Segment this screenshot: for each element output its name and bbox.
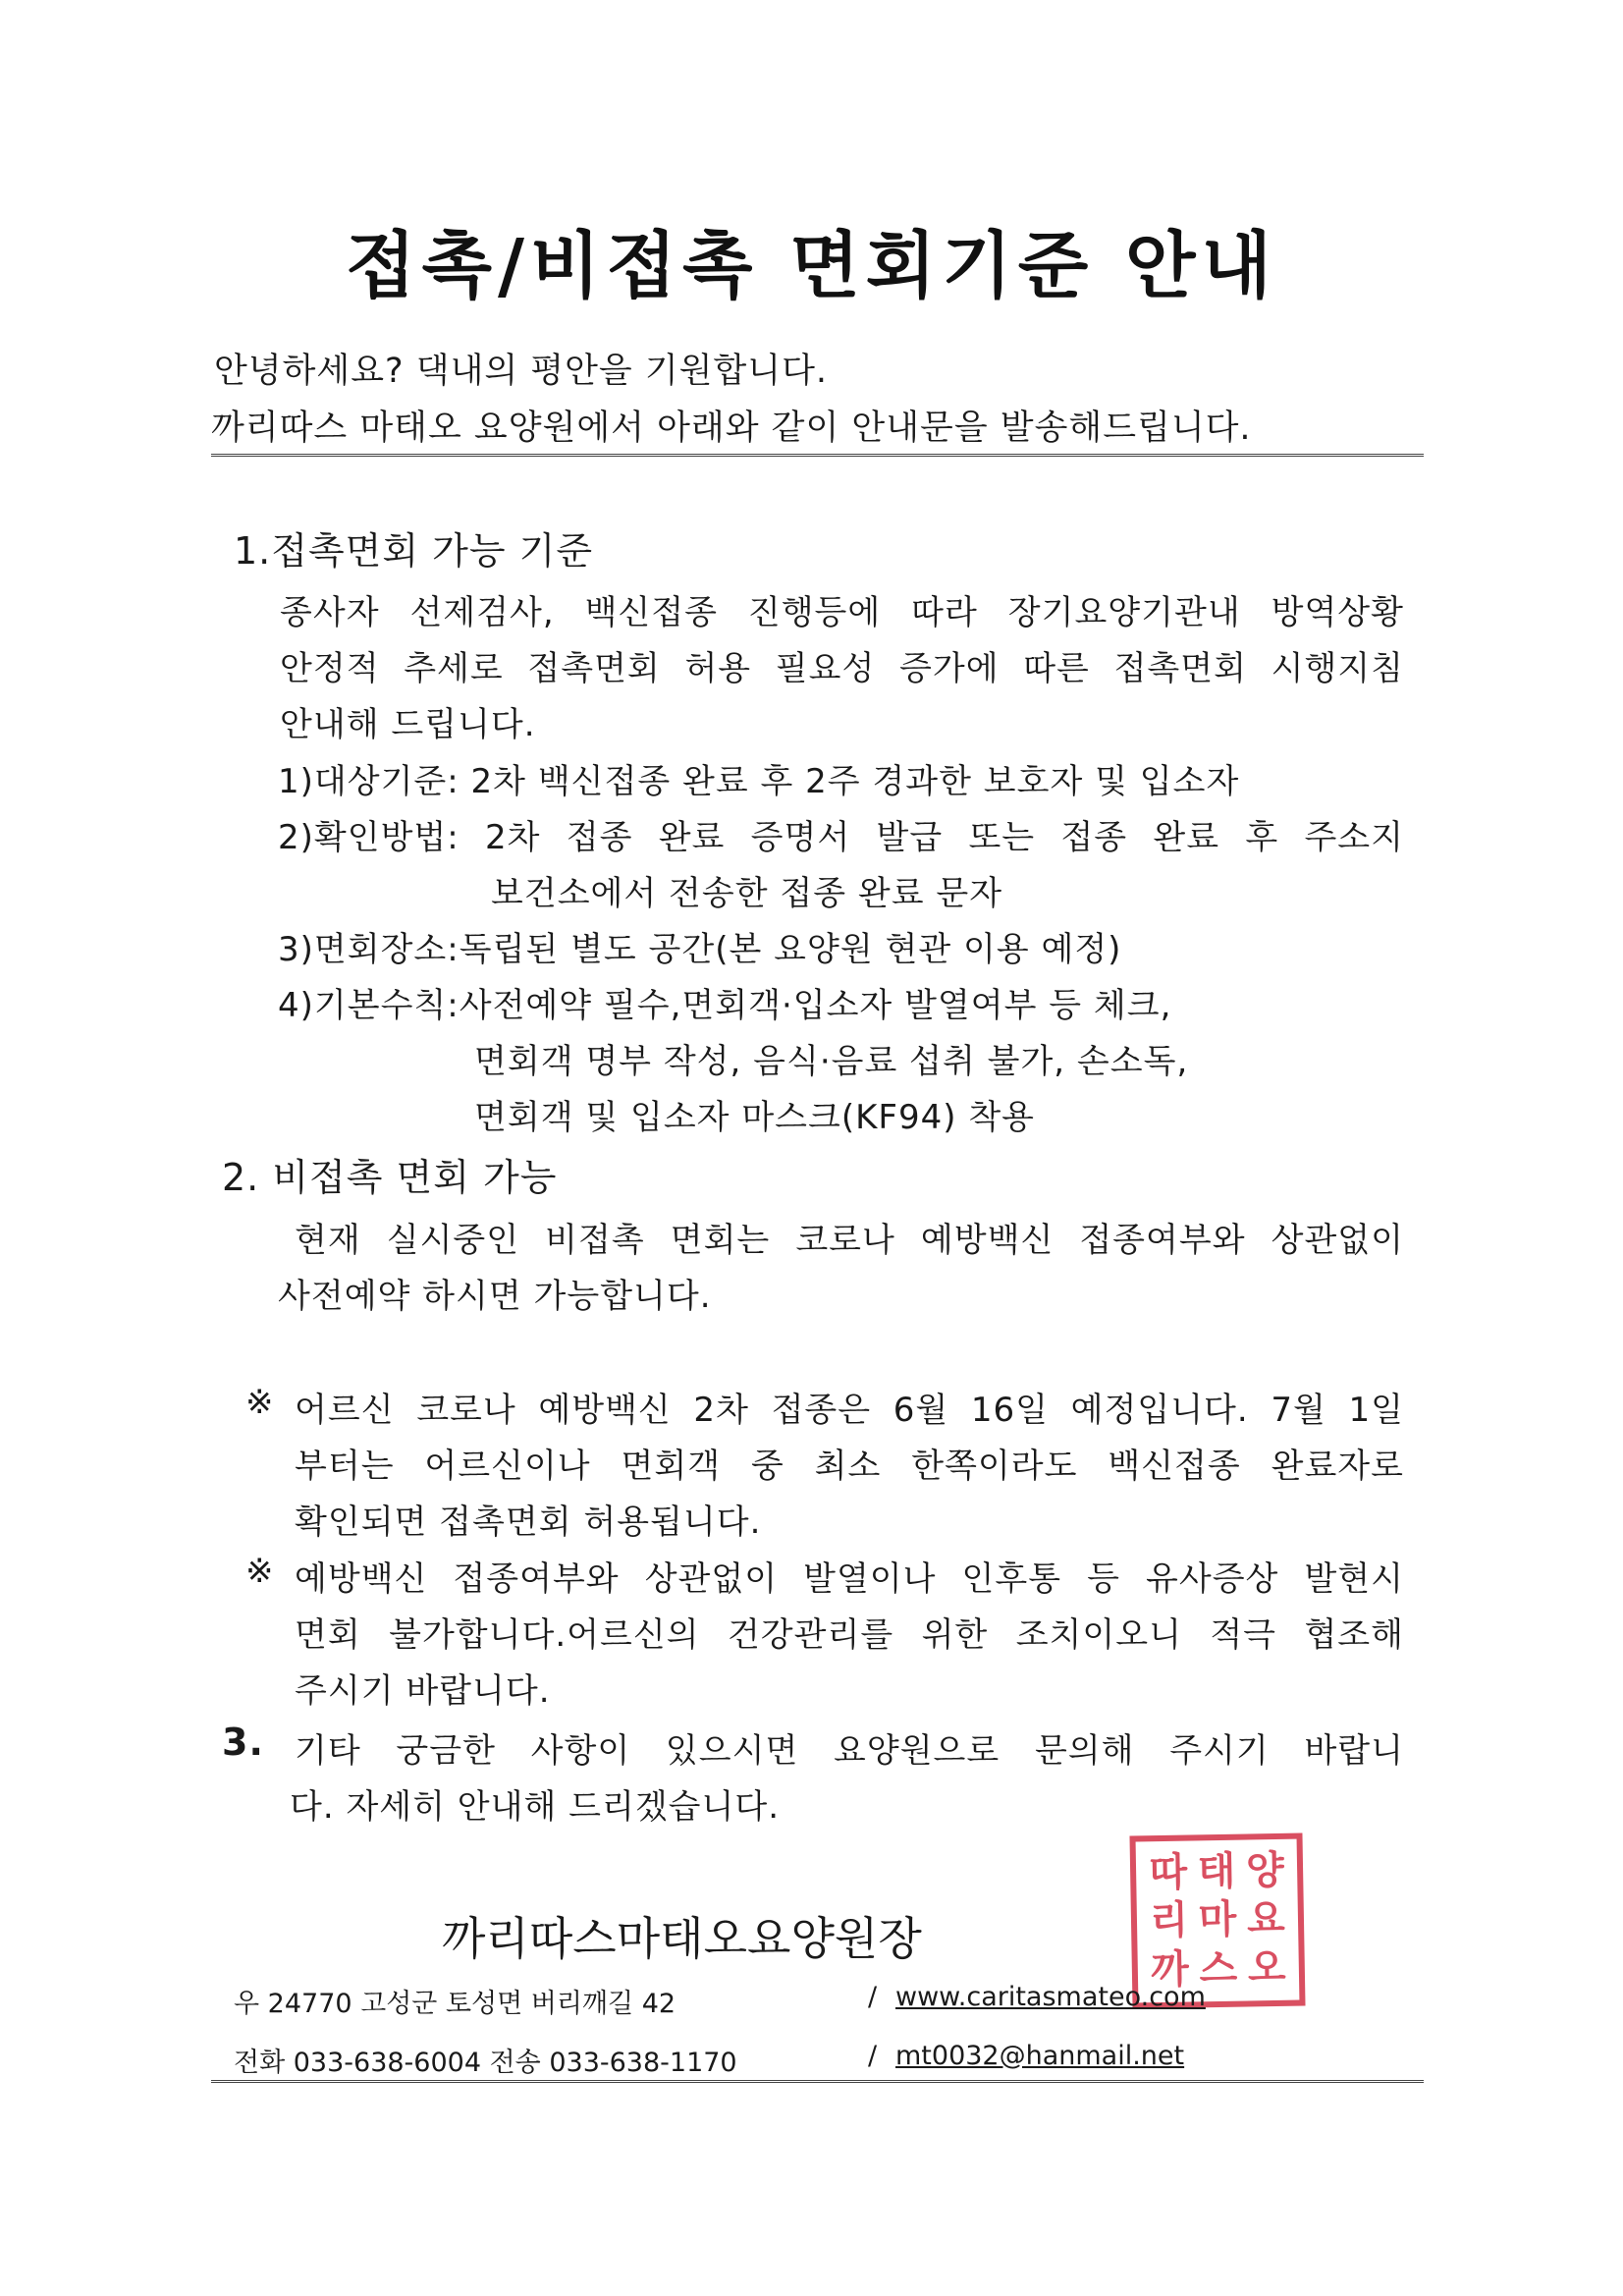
section2-line-2: 사전예약 하시면 가능합니다. — [278, 1277, 712, 1316]
criteria-target: 1)대상기준: 2차 백신접종 완료 후 2주 경과한 보호자 및 입소자 — [278, 762, 1240, 801]
organization-signature: 까리따스마태오요양원장 — [442, 1912, 922, 1965]
criteria-rules: 4)기본수칙:사전예약 필수,면회객·입소자 발열여부 등 체크, — [278, 986, 1172, 1025]
separator: / — [868, 2041, 878, 2071]
section1-heading: 1.접촉면회 가능 기준 — [234, 529, 594, 573]
section3-line-2: 다. 자세히 안내해 드리겠습니다. — [290, 1787, 781, 1827]
section1-intro-line-1: 종사자 선제검사, 백신접종 진행등에 따라 장기요양기관내 방역상황 — [280, 593, 1404, 632]
official-seal: 따 태 양 리 마 요 까 스 오 — [1129, 1832, 1305, 2008]
document-title: 접촉/비접촉 면회기준 안내 — [346, 224, 1277, 308]
greeting-line-2: 까리따스 마태오 요양원에서 아래와 같이 안내문을 발송해드립니다. — [211, 409, 1252, 448]
separator: / — [868, 1982, 878, 2012]
email-link[interactable]: mt0032@hanmail.net — [895, 2041, 1185, 2071]
note2-line-2: 면회 불가합니다.어르신의 건강관리를 위한 조치이오니 적극 협조해 — [295, 1615, 1404, 1655]
note1-line-1: 어르신 코로나 예방백신 2차 접종은 6월 16일 예정입니다. 7월 1일 — [295, 1391, 1404, 1430]
section1-intro-line-2: 안정적 추세로 접촉면회 허용 필요성 증가에 따른 접촉면회 시행지침 — [280, 649, 1404, 688]
section2-heading: 2. 비접촉 면회 가능 — [222, 1156, 558, 1199]
footer-divider — [211, 2080, 1424, 2083]
section3-number: 3. — [222, 1721, 264, 1764]
criteria-verification: 2)확인방법: 2차 접종 완료 증명서 발급 또는 접종 완료 후 주소지 — [278, 818, 1404, 857]
website-link[interactable]: www.caritasmateo.com — [895, 1982, 1206, 2012]
section3-line-1: 기타 궁금한 사항이 있으시면 요양원으로 문의해 주시기 바랍니 — [295, 1731, 1404, 1771]
note2-line-1: 예방백신 접종여부와 상관없이 발열이나 인후통 등 유사증상 발현시 — [295, 1559, 1404, 1599]
greeting-line-1: 안녕하세요? 댁내의 평안을 기원합니다. — [214, 352, 829, 391]
note-mark: ※ — [245, 1552, 275, 1591]
note1-line-2: 부터는 어르신이나 면회객 중 최소 한쪽이라도 백신접종 완료자로 — [295, 1447, 1404, 1486]
header-divider — [211, 454, 1424, 457]
section1-intro-line-3: 안내해 드립니다. — [280, 705, 536, 744]
criteria-verification-cont: 보건소에서 전송한 접종 완료 문자 — [491, 874, 1003, 913]
contact-phone-fax: 전화 033-638-6004 전송 033-638-1170 — [234, 2048, 737, 2078]
section2-line-1: 현재 실시중인 비접촉 면회는 코로나 예방백신 접종여부와 상관없이 — [295, 1221, 1404, 1260]
note2-line-3: 주시기 바랍니다. — [295, 1671, 551, 1711]
criteria-location: 3)면회장소:독립된 별도 공간(본 요양원 현관 이용 예정) — [278, 930, 1122, 969]
criteria-rules-cont-2: 면회객 및 입소자 마스크(KF94) 착용 — [474, 1098, 1036, 1137]
postal-address: 우 24770 고성군 토성면 버리깨길 42 — [234, 1989, 676, 2019]
criteria-rules-cont-1: 면회객 명부 작성, 음식·음료 섭취 불가, 손소독, — [474, 1042, 1189, 1081]
note1-line-3: 확인되면 접촉면회 허용됩니다. — [295, 1503, 762, 1542]
note-mark: ※ — [245, 1383, 275, 1422]
